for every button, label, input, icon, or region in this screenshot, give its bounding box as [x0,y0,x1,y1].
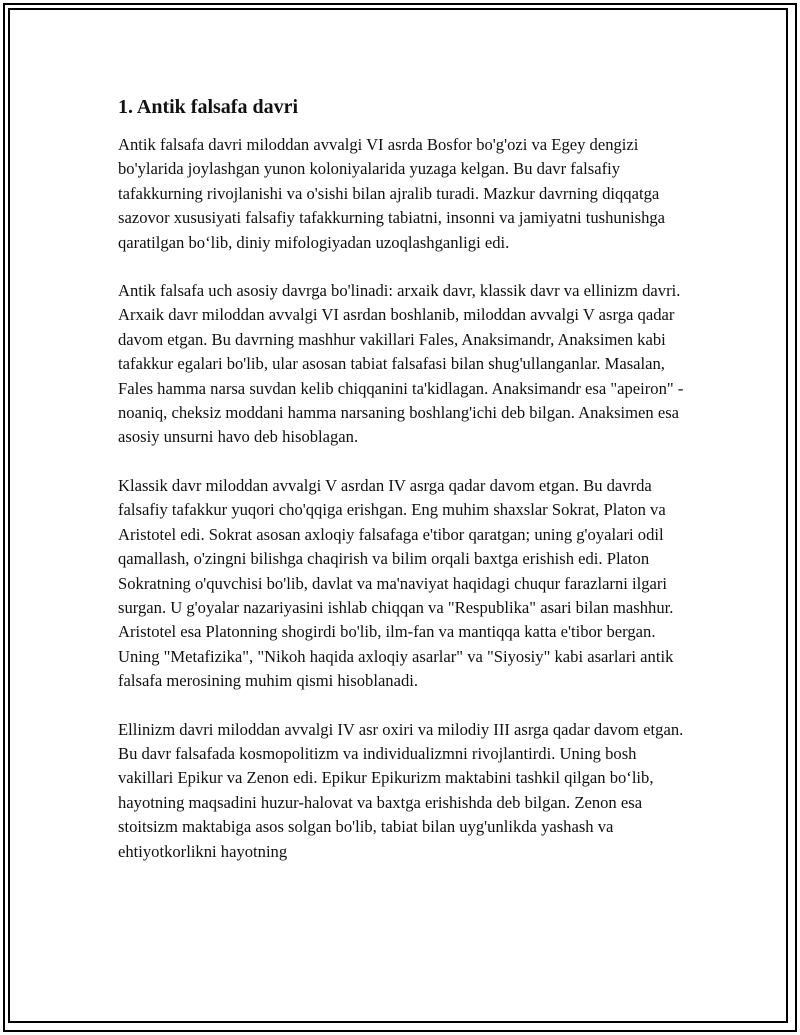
paragraph-intro: Antik falsafa davri miloddan avvalgi VI asrda Bosfor bo'g'ozi va Egey dengizi bo'ylarida joylashgan yunon koloniyalarida yuzaga kelgan. Bu davr falsafiy tafakkurning rivojlanishi va o'sishi bilan ajralib turadi. Mazkur davrning diqqatga sazovor xususiyati falsafiy tafakkurning tabiatni, insonni va jamiyatni tushunishga qaratilgan bo‘lib, diniy mifologiyadan uzoqlashganligi edi. [118,135,666,252]
document-body [118,93,688,888]
paragraph-classical: Klassik davr miloddan avvalgi V asrdan IV asrga qadar davom etgan. Bu davrda falsafiy tafakkur yuqori cho'qqiga erishgan. Eng muhim shaxslar Sokrat, Platon va Aristotel edi. Sokrat asosan axloqiy falsafaga e'tibor qaratgan; uning g'oyalari odil qamallash, o'zingni bilishga chaqirish va bilim orqali baxtga erishish edi. Platon Sokratning o'quvchisi bo'lib, davlat va ma'naviyat haqidagi chuqur farazlarni ilgari surgan. U g'oyalar nazariyasini ishlab chiqqan va "Respublika" asari bilan mashhur. Aristotel esa Platonning shogirdi bo'lib, ilm-fan va mantiqqa katta e'tibor bergan. Uning "Metafizika", "Nikoh haqida axloqiy asarlar" va "Siyosiy" kabi asarlari antik falsafa merosining muhim qismi hisoblanadi. [118,475,674,691]
paragraph-periods: Antik falsafa uch asosiy davrga bo'linadi: arxaik davr, klassik davr va ellinizm davri. Arxaik davr miloddan avvalgi VI asrdan boshlanib, miloddan avvalgi V asrga qadar davom etgan. Bu davrning mashhur vakillari Fales, Anaksimandr, Anaksimen kabi tafakkur egalari bo'lib, ular asosan tabiat falsafasi bilan shug'ullanganlar. Masalan, Fales hamma narsa suvdan kelib chiqqanini ta'kidlagan. Anaksimandr esa "apeiron" - noaniq, cheksiz moddani hamma narsaning boshlang'ichi deb bilgan. Anaksimen esa asosiy unsurni havo deb hisoblagan. [118,281,684,447]
section-heading: 1. Antik falsafa davri [118,96,299,118]
paragraph-hellenism: Ellinizm davri miloddan avvalgi IV asr oxiri va milodiy III asrga qadar davom etgan. Bu davr falsafada kosmopolitizm va individualizmni rivojlantirdi. Uning bosh vakillari Epikur va Zenon edi. Epikur Epikurizm maktabini tashkil qilgan bo‘lib, hayotning maqsadini huzur-halovat va baxtga erishishda deb bilgan. Zenon esa stoitsizm maktabiga asos solgan bo'lib, tabiat bilan uyg'unlikda yashash va ehtiyotkorlikni hayotning [118,719,684,861]
